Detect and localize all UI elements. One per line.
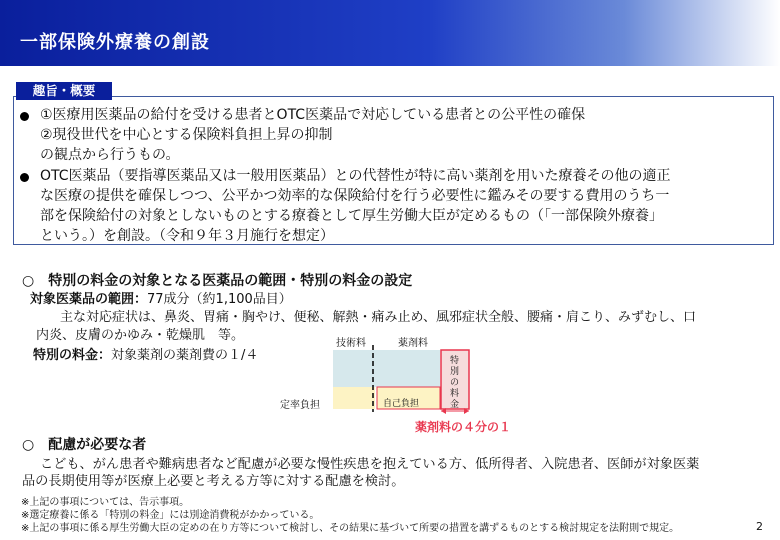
special-fee-label: 特別の料金： xyxy=(33,348,112,363)
section2-line1: こども、がん患者や難病患者など配慮が必要な慢性疾患を抱えている方、低所得者、入院患者、医師が対象医薬 xyxy=(40,457,700,472)
summary-tab-label: 趣旨・概要 xyxy=(16,82,112,100)
special-fee-char-4: 料 xyxy=(450,389,460,399)
diagram-col-drug: 薬剤料 xyxy=(398,338,428,349)
summary-item2-line2: な医療の提供を確保しつつ、公平かつ効率的な保険給付を行う必要性に鑑みその要する費用のうち一 xyxy=(40,188,670,204)
summary-item2-line1: OTC医薬品（要指導医薬品又は一般用医薬品）との代替性が特に高い薬剤を用いた療養その他の適正 xyxy=(40,168,671,184)
diagram-col-tech: 技術料 xyxy=(336,338,366,349)
section2-title: ○ 配慮が必要な者 xyxy=(22,437,147,453)
note-3: ※上記の事項に係る厚生労働大臣の定めの在り方等について検討し、その結果に基づいて所要の措置を講ずるものとする検討規定を法附則で規定。 xyxy=(21,523,680,534)
note-2: ※選定療養に係る「特別の料金」には別途消費税がかかっている。 xyxy=(21,510,320,521)
summary-item1-line2: ②現役世代を中心とする保険料負担上昇の抑制 xyxy=(40,127,333,143)
target-range-label: 対象医薬品の範囲： xyxy=(30,292,148,307)
note-1: ※上記の事項については、告示事項。 xyxy=(21,497,190,508)
section1-title: ○ 特別の料金の対象となる医薬品の範囲・特別の料金の設定 xyxy=(22,273,413,289)
summary-item1-line1: ①医療用医薬品の給付を受ける患者とOTC医薬品で対応している患者との公平性の確保 xyxy=(40,107,586,123)
symptoms-line2: 内炎、皮膚のかゆみ・乾燥肌 等。 xyxy=(36,328,245,343)
page-title: 一部保険外療養の創設 xyxy=(20,32,210,53)
section2-line2: 品の長期使用等が医療上必要と考える方等に対する配慮を検討。 xyxy=(22,474,405,489)
summary-item1-line3: の観点から行うもの。 xyxy=(40,147,180,163)
special-fee-char-3: の xyxy=(450,378,460,388)
symptoms-line1: 主な対応症状は、鼻炎、胃痛・胸やけ、便秘、解熱・痛み止め、風邪症状全般、腰痛・肩こり、みずむし、口 xyxy=(60,310,696,325)
target-range-value: 77成分（約1,100品目） xyxy=(147,292,292,307)
copay-area-tech xyxy=(333,387,375,409)
special-fee-char-2: 別 xyxy=(450,367,460,377)
quarter-label: 薬剤料の４分の１ xyxy=(415,420,512,434)
self-pay-label: 自己負担 xyxy=(383,399,420,409)
insured-area xyxy=(333,350,440,387)
special-fee-value: 対象薬剤の薬剤費の１/４ xyxy=(111,348,259,363)
summary-item2-line3: 部を保険給付の対象としないものとする療養として厚生労働大臣が定めるもの（「一部保険外療養」 xyxy=(40,208,663,224)
special-fee-char-1: 特 xyxy=(450,356,460,366)
page-number: 2 xyxy=(756,520,763,533)
summary-item2-line4: という。）を創設。（令和９年３月施行を想定） xyxy=(40,228,334,244)
special-fee-char-5: 金 xyxy=(450,400,460,410)
diagram-row-copay: 定率負担 xyxy=(280,400,320,411)
